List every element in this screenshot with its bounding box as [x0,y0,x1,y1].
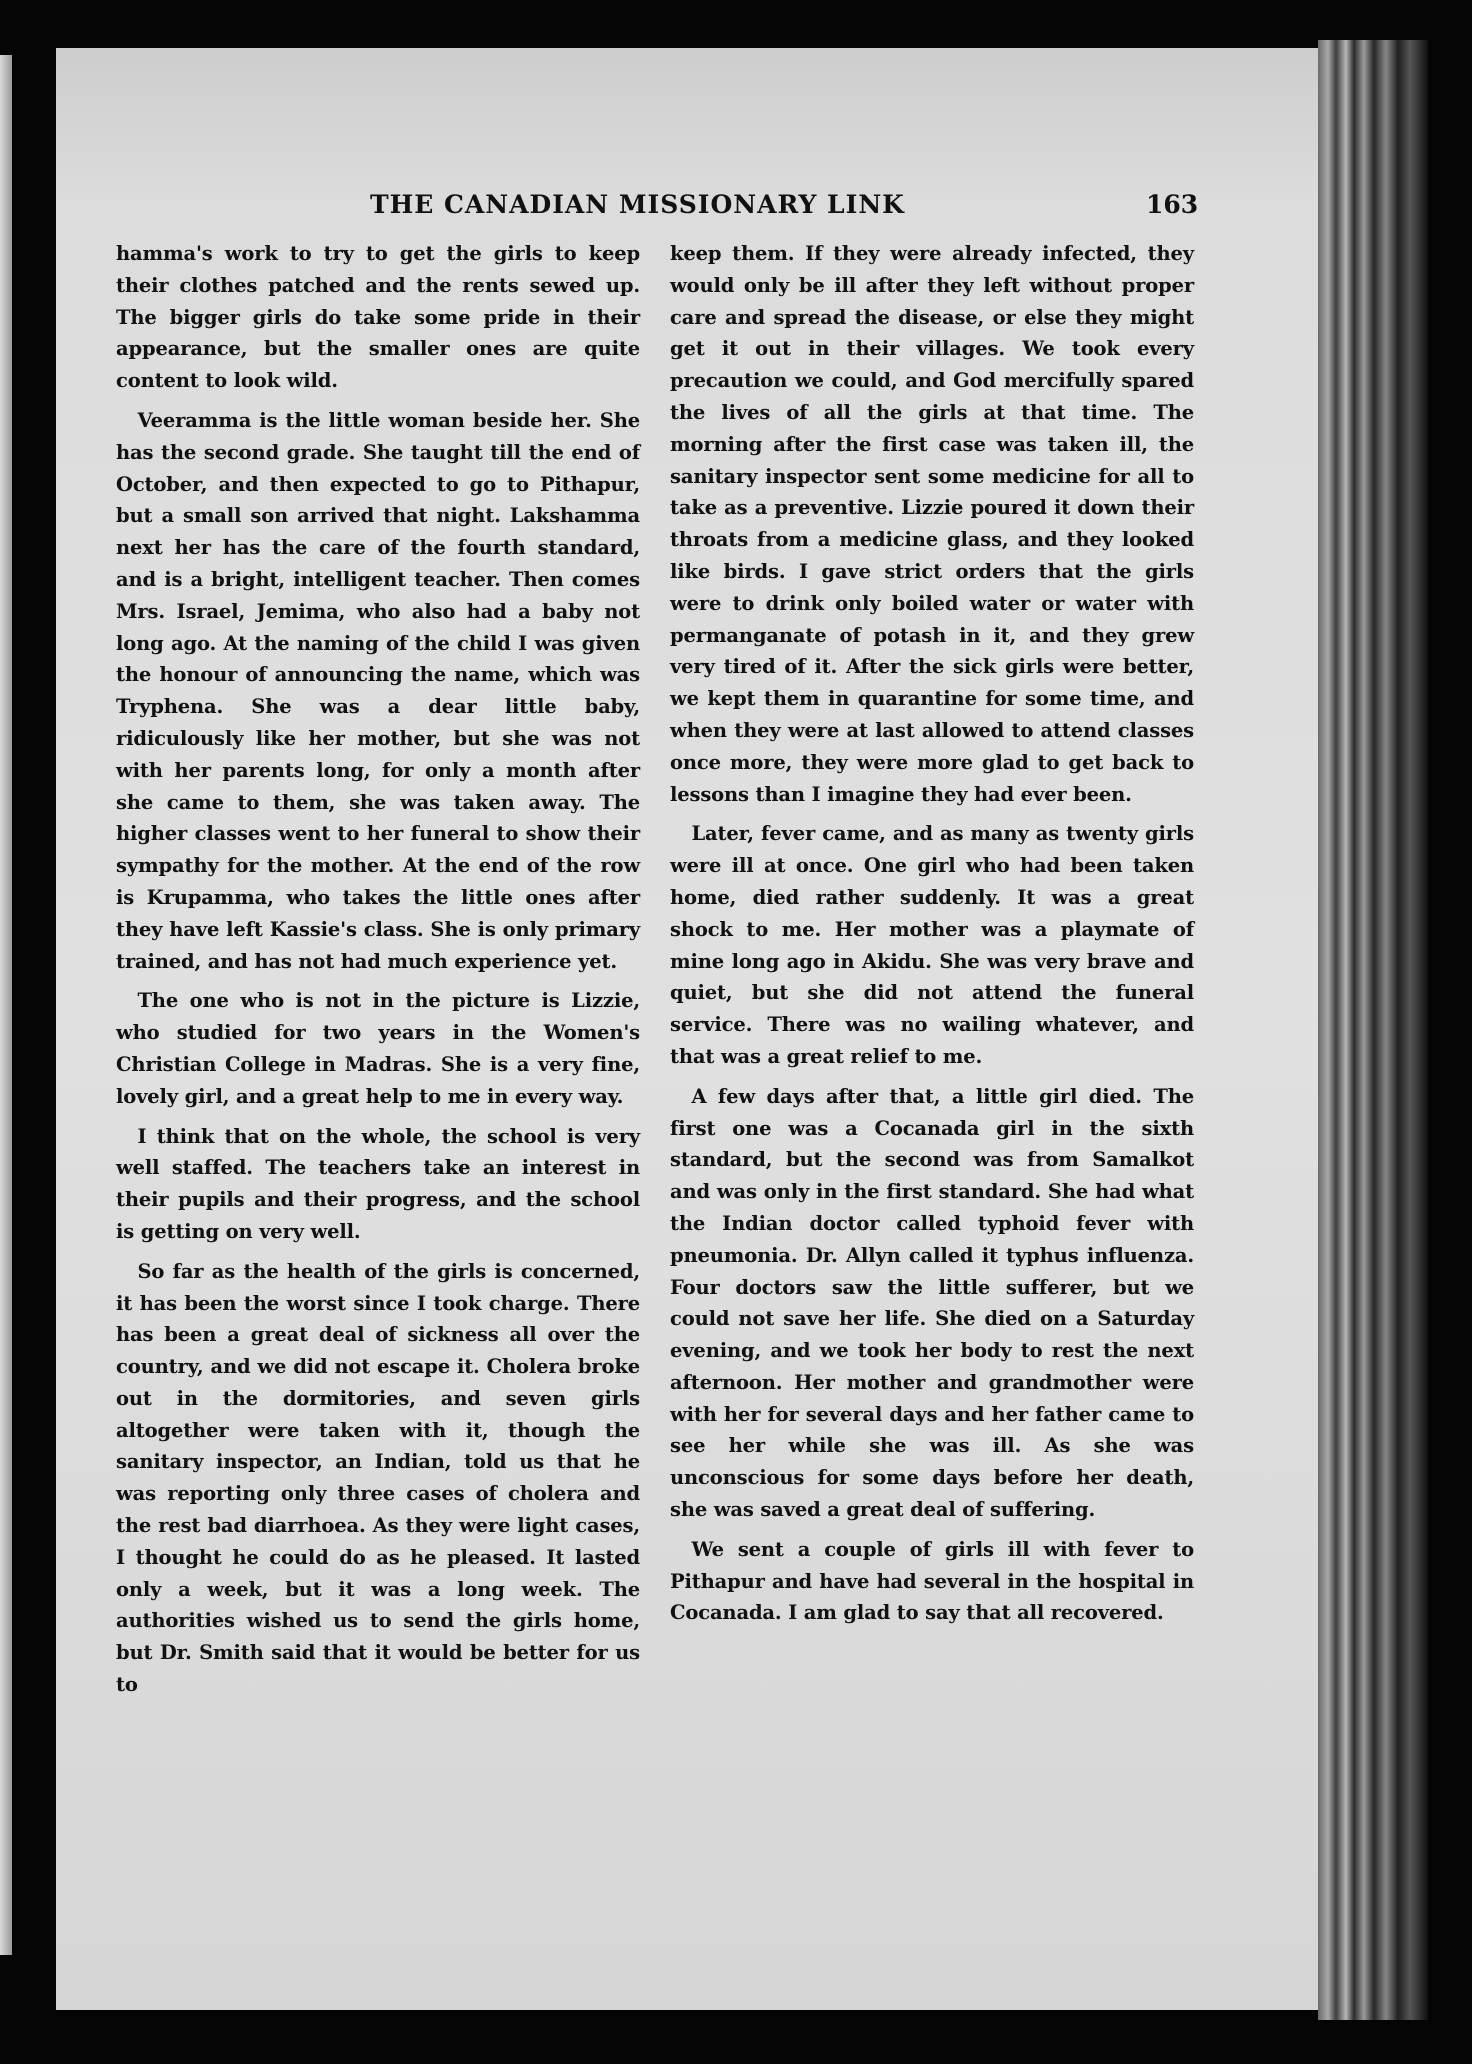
paragraph: We sent a couple of girls ill with fever to Pithapur and have had several in the hospital in Cocanada. I am glad to say that all recovered. [670,1537,1194,1625]
paragraph: Later, fever came, and as many as twenty girls were ill at once. One girl who had been taken home, died rather suddenly. It was a great shock to me. Her mother was a playmate of mine long ago in Akidu. She was very brave and quiet, but she did not attend the funeral service. There was no wailing whatever, and that was a great relief to me. [670,822,1194,1068]
paragraph: keep them. If they were already infected, they would only be ill after they left without proper care and spread the disease, or else they might get it out in their villages. We took every precaution we could, and God mercifully spared the lives of all the girls at that time. The morning after the first case was taken ill, the sanitary inspector sent some medicine for all to take as a preventive. Lizzie poured it down their throats from a medicine glass, and they looked like birds. I gave strict orders that the girls were to drink only boiled water or water with permanganate of potash in it, and they grew very tired of it. After the sick girls were better, we kept them in quarantine for some time, and when they were at last allowed to attend classes once more, they were more glad to get back to lessons than I imagine they had ever been. [670,242,1194,806]
left-text-column [116,238,640,1709]
paragraph: The one who is not in the picture is Lizzie, who studied for two years in the Women's Christian College in Madras. She is a very fine, lovely girl, and a great help to me in every way. [116,989,640,1108]
paragraph: Veeramma is the little woman beside her. She has the second grade. She taught till the end of October, and then expected to go to Pithapur, but a small son arrived that night. Lakshamma next her has the care of the fourth standard, and is a bright, intelligent teacher. Then comes Mrs. Israel, Jemima, who also had a baby not long ago. At the naming of the child I was given the honour of announcing the name, which was Tryphena. She was a dear little baby, ridiculously like her mother, but she was not with her parents long, for only a month after she came to them, she was taken away. The higher classes went to her funeral to show their sympathy for the mother. At the end of the row is Krupamma, who takes the little ones after they have left Kassie's class. She is only primary trained, and has not had much experience yet. [116,408,640,973]
paragraph: hamma's work to try to get the girls to keep their clothes patched and the rents sewed up. The bigger girls do take some pride in their appearance, but the smaller ones are quite content to look wild. [116,242,640,393]
previous-page-edge [0,55,12,1955]
book-page [56,48,1318,2010]
page-header [56,190,1318,230]
right-text-column [670,238,1194,1637]
paragraph: So far as the health of the girls is concerned, it has been the worst since I took charge. There has been a great deal of sickness all over the country, and we did not escape it. Cholera broke out in the dormitories, and seven girls altogether were taken with it, though the sanitary inspector, an Indian, told us that he was reporting only three cases of cholera and the rest bad diarrhoea. As they were light cases, I thought he could do as he pleased. It lasted only a week, but it was a long week. The authorities wished us to send the girls home, but Dr. Smith said that it would be better for us to [116,1259,640,1697]
page-number: 163 [1146,190,1199,219]
paragraph: A few days after that, a little girl died. The first one was a Cocanada girl in the sixth standard, but the second was from Samalkot and was only in the first standard. She had what the Indian doctor called typhoid fever with pneumonia. Dr. Allyn called it typhus influenza. Four doctors saw the little sufferer, but we could not save her life. She died on a Saturday evening, and we took her body to rest the next afternoon. Her mother and grandmother were with her for several days and her father came to see her while she was ill. As she was unconscious for some days before her death, she was saved a great deal of suffering. [670,1084,1194,1522]
running-title: THE CANADIAN MISSIONARY LINK [370,190,905,219]
book-binding-edge [1318,40,1428,2020]
paragraph: I think that on the whole, the school is very well staffed. The teachers take an interest in their pupils and their progress, and the school is getting on very well. [116,1124,640,1243]
